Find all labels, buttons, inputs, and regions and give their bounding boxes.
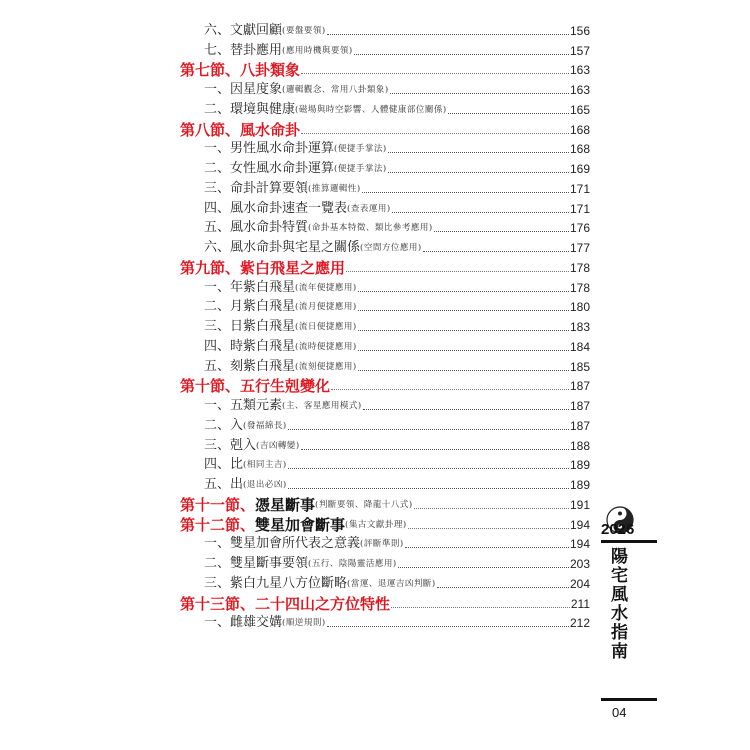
toc-entry-note: (命卦基本特徵、類比參考應用) <box>308 223 433 234</box>
toc-entry-title: 二、入 <box>204 417 244 433</box>
toc-page-number: 171 <box>569 181 590 196</box>
toc-entry-note: (流時便捷應用) <box>295 341 357 352</box>
toc-leader-dots <box>288 429 569 430</box>
toc-entry-note: (吉凶轉變) <box>256 440 300 451</box>
toc-page-number: 180 <box>569 300 590 315</box>
toc-page-number: 191 <box>569 497 590 512</box>
toc-entry-note: (相同主吉) <box>243 460 287 471</box>
toc-page-number: 204 <box>569 576 590 591</box>
toc-entry-note: (主、客星應用模式) <box>282 401 362 411</box>
toc-entry-title: 五、出 <box>204 477 244 492</box>
toc-page-number: 188 <box>569 438 590 453</box>
toc-section-row <box>180 59 590 79</box>
toc-leader-dots <box>288 488 569 489</box>
toc-leader-dots <box>358 350 569 351</box>
toc-leader-dots <box>301 133 569 134</box>
toc-entry-note: (磁場與時空影響、人體健康部位關係) <box>295 104 447 115</box>
toc-leader-dots <box>354 54 569 55</box>
toc-entry-row <box>180 454 590 474</box>
toc-entry-title: 六、文獻回顧 <box>204 22 283 38</box>
toc-entry-row <box>180 335 590 355</box>
toc-entry-note: (流月便捷應用) <box>295 302 357 313</box>
toc-page-number: 157 <box>569 43 590 58</box>
toc-entry-note: (便捷手掌法) <box>334 144 387 155</box>
toc-entry-row <box>180 533 590 553</box>
toc-entry-title: 一、雌雄交媾 <box>204 615 283 631</box>
toc-leader-dots <box>327 34 569 35</box>
toc-entry-row <box>180 394 590 414</box>
toc-entry-title: 一、男性風水命卦運算 <box>204 141 335 157</box>
toc-page-number: 189 <box>569 458 590 473</box>
toc-leader-dots <box>388 172 569 173</box>
toc-entry-title: 第八節、風水命卦 <box>180 120 301 139</box>
toc-leader-dots <box>331 389 569 390</box>
toc-entry-row <box>180 552 590 572</box>
toc-entry-row <box>180 39 590 59</box>
toc-entry-row <box>180 78 590 98</box>
toc-leader-dots <box>358 310 569 311</box>
toc-entry-note: (邏輯觀念、常用八卦類象) <box>282 85 389 95</box>
toc-entry-note: (判斷要領、降龍十八式) <box>315 499 413 510</box>
toc-entry-row <box>180 612 590 632</box>
toc-entry-note: (退出必凶) <box>243 480 287 490</box>
toc-entry-row <box>180 217 590 237</box>
toc-page-number: 168 <box>569 142 590 157</box>
toc-page-number: 184 <box>569 339 590 354</box>
table-of-contents <box>180 19 590 631</box>
toc-entry-title: 三、紫白九星八方位斷略 <box>204 575 348 591</box>
toc-entry-row <box>180 19 590 39</box>
toc-leader-dots <box>448 113 569 114</box>
toc-page-number: 187 <box>569 379 590 394</box>
toc-entry-row <box>180 98 590 118</box>
toc-page-number: 163 <box>569 63 590 78</box>
toc-entry-title-emphasis: 憑星斷事 <box>255 495 316 514</box>
toc-leader-dots <box>358 370 569 371</box>
toc-entry-title: 五、刻紫白飛星 <box>204 358 296 374</box>
toc-leader-dots <box>388 152 569 153</box>
toc-leader-dots <box>392 212 569 213</box>
toc-entry-title: 二、女性風水命卦運算 <box>204 161 335 176</box>
toc-section-row <box>180 513 590 533</box>
toc-entry-title: 一、雙星加會所代表之意義 <box>204 536 361 552</box>
toc-entry-row <box>180 572 590 592</box>
toc-page-number: 189 <box>569 478 590 492</box>
toc-page-number: 212 <box>569 616 590 631</box>
toc-entry-title: 二、環境與健康 <box>204 101 296 117</box>
toc-page-number: 168 <box>569 122 590 137</box>
toc-leader-dots <box>408 528 569 529</box>
toc-page-number: 187 <box>569 399 590 413</box>
toc-leader-dots <box>414 508 569 509</box>
toc-leader-dots <box>363 409 569 410</box>
toc-section-row <box>180 375 590 395</box>
toc-leader-dots <box>362 192 569 193</box>
toc-page-number: 165 <box>569 102 590 117</box>
toc-entry-note: (評斷準則) <box>360 539 404 550</box>
toc-entry-title: 七、替卦應用 <box>204 42 283 58</box>
toc-page-number: 171 <box>569 201 590 216</box>
toc-leader-dots <box>405 547 569 548</box>
toc-entry-note: (流年便捷應用) <box>295 282 357 293</box>
toc-entry-note: (流日便捷應用) <box>295 322 357 332</box>
toc-page-number: 177 <box>569 241 590 255</box>
toc-entry-row <box>180 473 590 493</box>
toc-page-number: 163 <box>569 83 590 97</box>
toc-entry-title: 一、因星度象 <box>204 82 283 97</box>
toc-entry-note: (集古文獻卦理) <box>345 519 407 530</box>
page-number: 04 <box>612 705 627 720</box>
toc-entry-title: 一、五類元素 <box>204 398 283 413</box>
toc-leader-dots <box>327 626 569 627</box>
toc-entry-note: (順逆規則) <box>282 618 326 629</box>
toc-leader-dots <box>437 587 569 588</box>
toc-entry-title: 第十三節、二十四山之方位特性 <box>180 594 391 613</box>
toc-entry-row <box>180 434 590 454</box>
toc-entry-title: 一、年紫白飛星 <box>204 279 296 295</box>
toc-leader-dots <box>423 251 569 252</box>
toc-leader-dots <box>288 468 569 469</box>
toc-entry-note: (流刻便捷應用) <box>295 361 357 372</box>
toc-entry-row <box>180 414 590 434</box>
toc-entry-note: (查表運用) <box>347 203 391 214</box>
toc-leader-dots <box>390 93 569 94</box>
toc-entry-row <box>180 236 590 256</box>
toc-entry-title: 四、比 <box>204 457 244 473</box>
toc-entry-title: 第九節、紫白飛星之應用 <box>180 258 346 277</box>
toc-leader-dots <box>346 271 569 272</box>
toc-page-number: 169 <box>569 162 590 176</box>
toc-leader-dots <box>301 449 569 450</box>
footer-divider <box>601 698 657 701</box>
toc-page-number: 203 <box>569 557 590 571</box>
toc-entry-row <box>180 355 590 375</box>
toc-page-number: 183 <box>569 320 590 334</box>
toc-section-row <box>180 256 590 276</box>
toc-entry-row <box>180 177 590 197</box>
toc-entry-title: 四、時紫白飛星 <box>204 338 296 354</box>
toc-entry-title: 第十一節、 <box>180 495 256 514</box>
toc-leader-dots <box>398 567 569 568</box>
toc-leader-dots <box>358 291 569 292</box>
toc-entry-title: 四、風水命卦速查一覽表 <box>204 200 348 216</box>
toc-entry-row <box>180 296 590 316</box>
toc-leader-dots <box>434 231 569 232</box>
edition-year: 2026 <box>601 521 635 538</box>
toc-page-number: 178 <box>569 260 590 275</box>
toc-page-number: 178 <box>569 280 590 295</box>
toc-entry-row <box>180 315 590 335</box>
toc-entry-note: (推算邏輯性) <box>308 183 361 194</box>
toc-page-number: 156 <box>569 23 590 38</box>
toc-entry-title: 三、命卦計算要領 <box>204 180 309 196</box>
toc-entry-title: 第十節、五行生剋變化 <box>180 377 331 396</box>
toc-page-number: 176 <box>569 221 590 236</box>
toc-entry-title: 第七節、八卦類象 <box>180 61 301 80</box>
toc-entry-row <box>180 276 590 296</box>
toc-entry-row <box>180 157 590 177</box>
book-title-vertical: 陽宅風水指南 <box>611 547 628 661</box>
toc-leader-dots <box>301 73 569 74</box>
toc-entry-row <box>180 138 590 158</box>
toc-entry-title-emphasis: 雙星加會斷事 <box>255 515 346 534</box>
toc-page-number: 187 <box>569 418 590 433</box>
toc-page-number: 211 <box>570 596 590 611</box>
sidebar-divider <box>601 540 657 543</box>
toc-entry-note: (發福綿長) <box>243 420 287 431</box>
toc-page-number: 185 <box>569 359 590 374</box>
toc-entry-row <box>180 197 590 217</box>
toc-entry-note: (要盤要領) <box>282 25 326 36</box>
toc-page-number: 194 <box>569 517 590 532</box>
toc-section-row <box>180 493 590 513</box>
toc-entry-title: 二、雙星斷事要領 <box>204 556 309 571</box>
toc-entry-note: (當運、退運吉凶判斷) <box>347 578 436 589</box>
toc-leader-dots <box>391 607 570 608</box>
toc-entry-note: (應用時機與要領) <box>282 45 353 56</box>
toc-entry-note: (五行、陰陽靈活應用) <box>308 559 397 569</box>
toc-page-number: 194 <box>569 537 590 552</box>
toc-section-row <box>180 118 590 138</box>
toc-entry-title: 三、剋入 <box>204 437 257 453</box>
toc-leader-dots <box>358 330 569 331</box>
toc-entry-note: (便捷手掌法) <box>334 164 387 174</box>
toc-entry-title: 三、日紫白飛星 <box>204 319 296 334</box>
toc-entry-note: (空間方位應用) <box>360 243 422 253</box>
toc-entry-title: 六、風水命卦與宅星之關係 <box>204 240 361 255</box>
toc-section-row <box>180 592 590 612</box>
toc-entry-title: 第十二節、 <box>180 515 256 534</box>
toc-entry-title: 五、風水命卦特質 <box>204 220 309 236</box>
toc-entry-title: 二、月紫白飛星 <box>204 299 296 315</box>
